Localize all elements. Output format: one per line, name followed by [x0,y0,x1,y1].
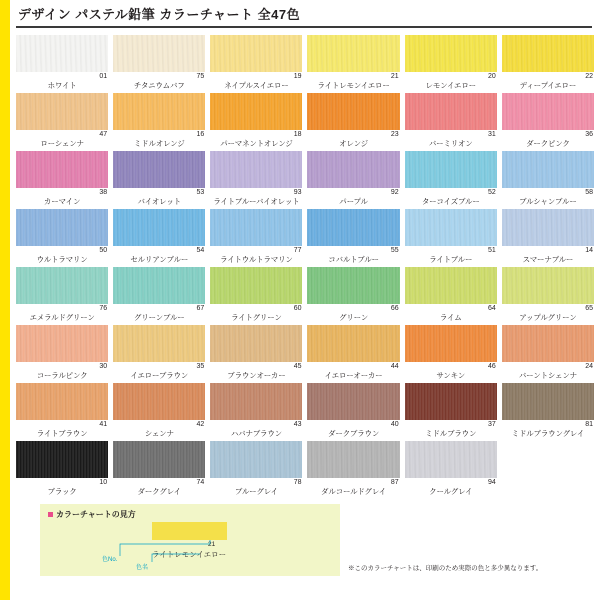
color-swatch[interactable] [405,441,497,478]
color-number: 65 [585,305,593,312]
color-number: 44 [390,363,399,370]
color-number: 51 [488,247,496,254]
legend-sample-name: ライトレモンイエロー [152,550,227,559]
color-number: 37 [488,421,496,428]
color-number: 45 [293,363,302,370]
color-number: 41 [99,421,108,428]
color-name: ライトブラウン [36,429,88,438]
color-swatch[interactable] [502,209,594,246]
color-cell[interactable] [210,151,302,206]
color-cell[interactable] [16,35,108,90]
color-number: 47 [99,131,108,138]
color-name: コーラルピンク [36,371,88,380]
color-cell[interactable] [210,93,302,148]
color-cell[interactable] [210,35,302,90]
color-number: 42 [196,421,205,428]
color-cell[interactable] [307,441,399,496]
color-cell[interactable] [502,209,594,264]
color-name: ターコイズブルー [421,197,480,206]
color-swatch[interactable] [307,93,399,130]
color-name: ブルシャンブルー [519,197,577,206]
color-swatch[interactable] [307,325,399,362]
legend-sample-number: 21 [208,541,216,548]
color-name: ブラック [47,487,77,496]
legend-title-text: カラーチャートの見方 [56,510,136,519]
color-name: エメラルドグリーン [29,313,95,322]
color-name: ライトグリーン [231,313,282,322]
color-number: 87 [390,479,399,486]
color-name: パーマネントオレンジ [220,139,293,148]
color-swatch[interactable] [502,93,594,130]
color-number: 30 [99,363,108,370]
color-number: 74 [196,479,205,486]
color-name: ホワイト [47,81,77,90]
color-swatch[interactable] [113,441,205,478]
color-swatch[interactable] [113,93,205,130]
color-name: バイオレット [137,197,181,206]
color-name: ネイプルスイエロー [224,81,289,90]
color-cell[interactable] [113,441,205,496]
color-swatch[interactable] [113,267,205,304]
color-cell[interactable] [502,267,594,322]
color-cell[interactable] [405,383,497,438]
color-number: 55 [390,247,399,254]
color-number: 53 [196,189,205,196]
color-swatch[interactable] [16,35,108,72]
color-swatch[interactable] [210,35,302,72]
color-number: 46 [488,363,496,370]
color-swatch[interactable] [210,383,302,420]
color-name: オレンジ [339,139,368,148]
color-name: ミドルブラウングレイ [511,429,585,438]
color-swatch[interactable] [16,441,108,478]
color-number: 50 [99,247,108,254]
color-cell[interactable] [405,151,497,206]
legend-label-color-name: 色名 [136,565,149,571]
color-number: 20 [488,73,496,80]
color-cell-empty [502,441,594,496]
color-number: 77 [293,247,302,254]
color-name: イエローオーカー [324,371,383,380]
legend-box [40,504,340,576]
color-cell[interactable] [307,267,399,322]
color-name: ダークピンク [526,139,570,148]
color-number: 18 [293,131,302,138]
color-number: 43 [293,421,302,428]
color-swatch[interactable] [405,325,497,362]
color-name: ミドルブラウン [425,429,477,438]
color-cell[interactable] [113,151,205,206]
color-swatch[interactable] [210,441,302,478]
legend-label-color-no: 色No. [102,557,118,563]
color-name: ミドルオレンジ [133,139,185,148]
color-cell[interactable] [16,325,108,380]
color-cell[interactable] [307,383,399,438]
legend-callout-lines [40,504,340,576]
color-cell[interactable] [307,151,399,206]
color-name: ウルトラマリン [36,255,88,264]
color-name: シェンナ [144,429,174,438]
color-name: スマーナブルー [522,255,574,264]
color-name: ライトブルーバイオレット [213,197,300,206]
color-cell[interactable] [307,35,399,90]
color-cell[interactable] [113,267,205,322]
color-name: ライトレモンイエロー [317,81,390,90]
color-cell[interactable] [210,325,302,380]
color-number: 64 [488,305,496,312]
color-number: 16 [196,131,205,138]
color-number: 58 [585,189,593,196]
color-swatch[interactable] [405,267,497,304]
color-cell[interactable] [210,441,302,496]
color-name: サンキン [436,371,466,380]
color-cell[interactable] [210,383,302,438]
color-swatch[interactable] [210,209,302,246]
color-swatch-grid [16,35,594,496]
color-swatch[interactable] [307,383,399,420]
color-name: グリーンブルー [133,313,185,322]
color-name: ライトウルトラマリン [220,255,293,264]
color-swatch[interactable] [307,441,399,478]
color-cell[interactable] [502,93,594,148]
color-swatch[interactable] [502,325,594,362]
color-number: 94 [488,479,496,486]
color-swatch[interactable] [502,151,594,188]
color-cell[interactable] [405,441,497,496]
color-name: コバルトブルー [328,255,379,264]
color-name: バーミリオン [428,139,473,148]
color-name: アップルグリーン [519,313,577,322]
color-cell[interactable] [502,151,594,206]
color-swatch[interactable] [405,93,497,130]
color-cell[interactable] [405,93,497,148]
legend-section [40,504,592,576]
color-cell[interactable] [16,441,108,496]
color-cell[interactable] [16,151,108,206]
color-swatch[interactable] [210,267,302,304]
color-name: セルリアンブルー [130,255,189,264]
color-number: 31 [488,131,496,138]
color-cell[interactable] [16,209,108,264]
color-name: パープル [339,197,368,206]
color-swatch[interactable] [210,151,302,188]
color-cell[interactable] [16,93,108,148]
color-swatch[interactable] [405,209,497,246]
color-name: ハバナブラウン [230,429,282,438]
color-swatch[interactable] [113,151,205,188]
color-number: 35 [196,363,205,370]
color-swatch[interactable] [502,267,594,304]
color-swatch[interactable] [16,267,108,304]
color-swatch[interactable] [16,325,108,362]
color-cell[interactable] [113,383,205,438]
color-swatch[interactable] [405,151,497,188]
color-number: 67 [196,305,205,312]
color-name: カーマイン [43,197,81,206]
color-number: 60 [293,305,302,312]
color-cell[interactable] [405,267,497,322]
color-swatch[interactable] [113,383,205,420]
color-cell[interactable] [113,325,205,380]
color-name: イエローブラウン [130,371,189,380]
color-cell[interactable] [405,325,497,380]
color-cell[interactable] [405,35,497,90]
color-swatch[interactable] [210,325,302,362]
color-swatch[interactable] [16,151,108,188]
color-cell[interactable] [113,209,205,264]
color-cell[interactable] [502,383,594,438]
color-number: 54 [196,247,205,254]
color-name: バーントシェンナ [518,371,577,380]
color-cell[interactable] [307,325,399,380]
color-number: 40 [390,421,399,428]
color-number: 22 [585,73,593,80]
color-swatch[interactable] [113,209,205,246]
page-header [16,0,592,28]
color-cell[interactable] [210,267,302,322]
color-cell[interactable] [405,209,497,264]
color-cell[interactable] [307,93,399,148]
color-cell[interactable] [113,35,205,90]
color-number: 81 [585,421,593,428]
color-number: 38 [99,189,108,196]
color-cell[interactable] [16,267,108,322]
color-number: 01 [99,73,108,80]
color-name: ブラウンオーカー [227,371,286,380]
color-name: ダークグレイ [137,487,181,496]
color-number: 78 [293,479,302,486]
color-swatch[interactable] [307,151,399,188]
color-swatch[interactable] [307,35,399,72]
color-swatch[interactable] [502,35,594,72]
color-name: グリーン [339,313,369,322]
color-swatch[interactable] [113,35,205,72]
color-swatch[interactable] [210,93,302,130]
color-cell[interactable] [502,325,594,380]
color-swatch[interactable] [405,383,497,420]
color-name: ブルーグレイ [234,487,278,496]
color-name: ダークブラウン [328,429,380,438]
color-cell[interactable] [307,209,399,264]
color-number: 66 [390,305,399,312]
color-name: レモンイエロー [425,81,476,90]
page-title: デザイン パステル鉛筆 カラーチャート 全47色 [18,6,301,22]
color-name: クールグレイ [429,487,473,496]
color-number: 36 [585,131,593,138]
color-cell[interactable] [113,93,205,148]
color-number: 92 [390,189,399,196]
color-number: 23 [390,131,399,138]
color-number: 93 [293,189,302,196]
color-name: ローシェンナ [40,139,84,148]
color-swatch[interactable] [405,35,497,72]
color-number: 75 [196,73,205,80]
color-swatch[interactable] [16,209,108,246]
color-name: ライム [439,313,462,322]
color-swatch[interactable] [307,267,399,304]
color-cell[interactable] [502,35,594,90]
print-note: ※このカラーチャートは、印刷のため実際の色と多少異なります。 [348,565,543,572]
color-swatch[interactable] [113,325,205,362]
color-name: ライトブルー [429,255,473,264]
color-cell[interactable] [210,209,302,264]
color-name: ダルコールドグレイ [321,487,387,496]
color-name: チタニウムバフ [133,81,185,90]
color-number: 76 [99,305,108,312]
color-cell[interactable] [16,383,108,438]
color-name: ディープイエロー [519,81,577,90]
color-swatch[interactable] [502,383,594,420]
color-swatch[interactable] [16,93,108,130]
color-number: 10 [99,479,108,486]
color-number: 24 [585,363,593,370]
color-number: 19 [293,73,302,80]
color-swatch[interactable] [16,383,108,420]
color-number: 52 [488,189,496,196]
color-number: 14 [585,247,593,254]
color-swatch[interactable] [307,209,399,246]
color-number: 21 [390,73,399,80]
